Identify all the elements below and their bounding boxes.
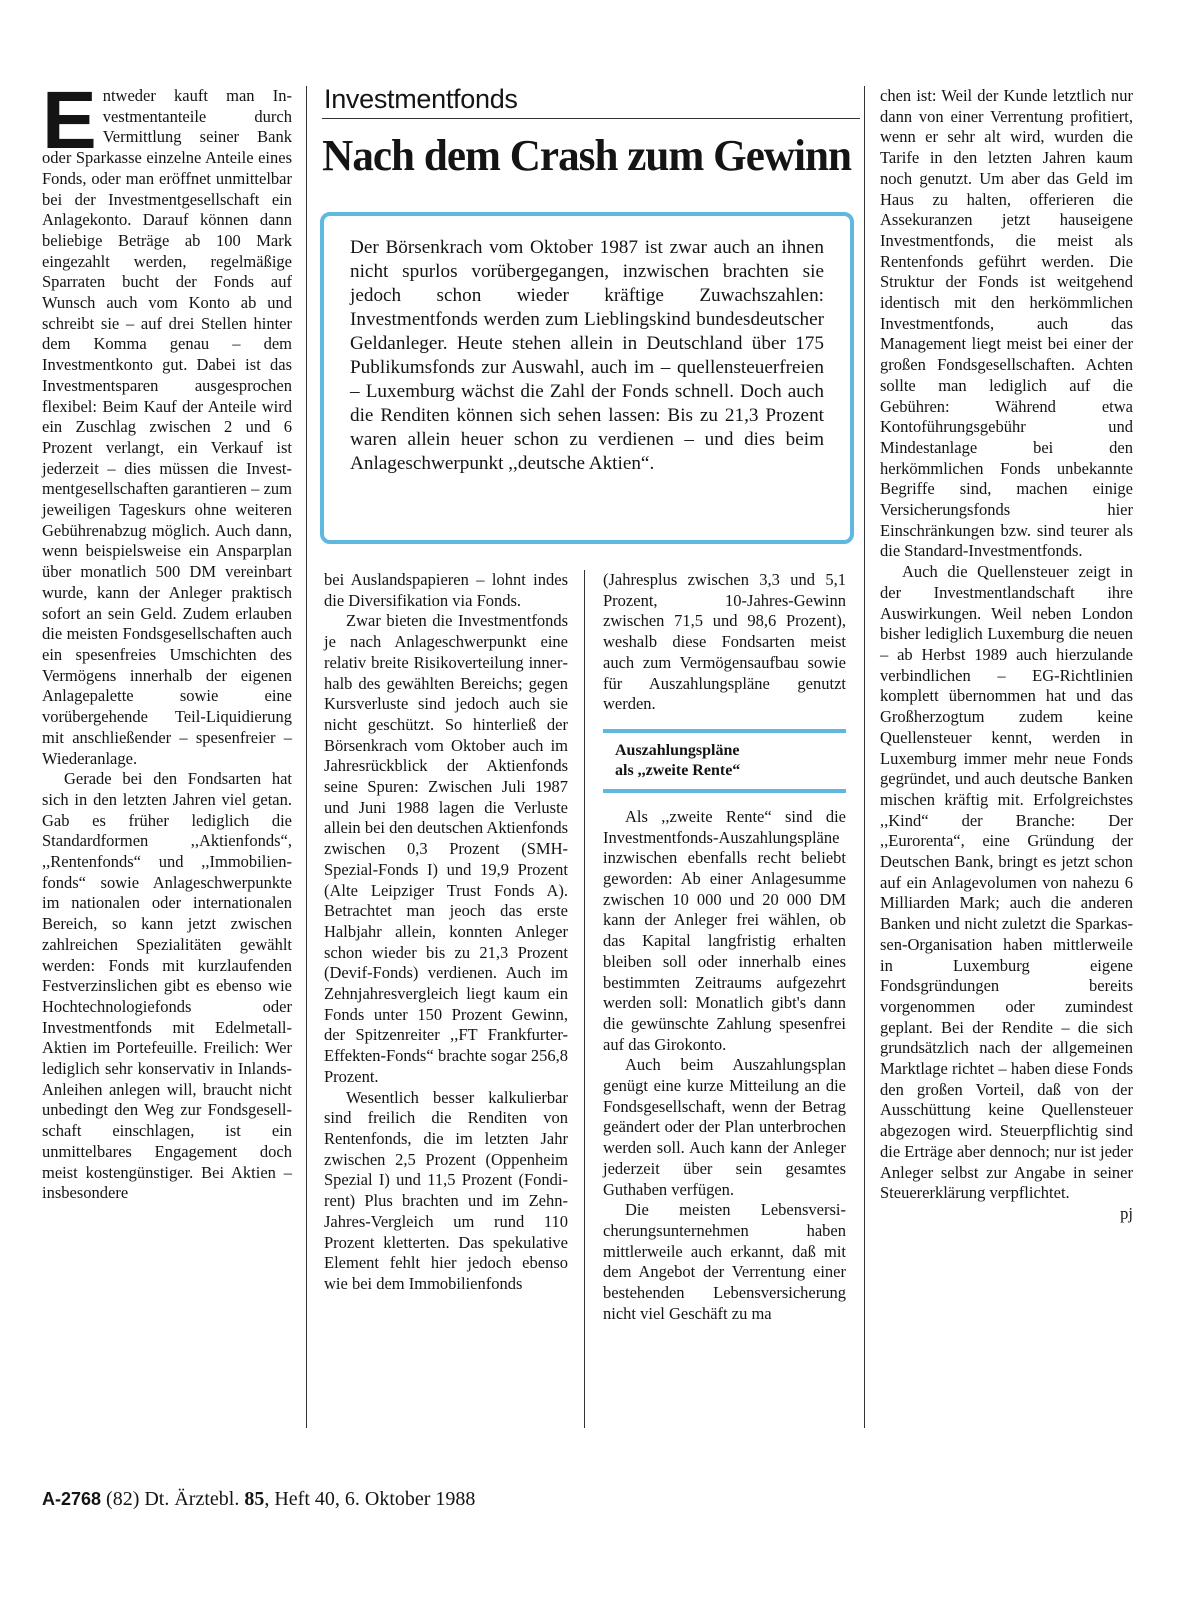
paragraph: Gerade bei den Fondsarten hat sich in den letzten Jahren viel getan. Gab es früher lediglich die Standardformen ,,Aktienfonds“, ,,Rentenfonds“ und ,,Immobilienfonds“ sowie Anlageschwerpunkte im nationalen oder internationalen Bereich, so kann jetzt zwischen zahlreichen Spezialitäten gewählt werden: Fonds mit kurzlaufenden Festverzinslichen gibt es ebenso wie Hochtechnologiefonds oder Investmentfonds mit Edelmetall-Aktien im Portefeuille. Freilich: Wer lediglich sehr konservativ in Inlands-Anleihen anlegen will, braucht nicht unbedingt den Weg zur Fondsgesellschaft einschlagen, ist ein unmittelbares Engagement doch meist kostengünstiger. Bei Aktien – insbesondere xyxy=(42,769,292,1203)
drop-cap: E xyxy=(42,75,97,166)
paragraph: bei Auslandspapieren – lohnt indes die Diversifikation via Fonds. xyxy=(324,570,568,610)
subheading-line: als ,,zweite Rente“ xyxy=(615,761,741,779)
teaser-box xyxy=(320,212,854,544)
kicker-rule xyxy=(322,118,860,119)
paragraph: Wesentlich besser kalkulierbar sind freilich die Renditen von Rentenfonds, die im letzten Jahr zwischen 2,5 Prozent (Oppenheim Spezial I) und 11,5 Prozent (Fondirent) Plus brachten und im Zehn-Jahres-Vergleich um rund 110 Prozent kletterten. Das spekulative Element fehlt hier jedoch ebenso wie bei dem Immobilienfonds xyxy=(324,1087,568,1293)
kicker: Investmentfonds xyxy=(324,84,518,114)
issue-date: , Heft 40, 6. Oktober 1988 xyxy=(264,1488,476,1510)
column-3 xyxy=(603,570,846,1325)
paragraph: chen ist: Weil der Kunde letztlich nur dann von einer Verrentung profitiert, wenn er sehr alt wird, wurden die Tarife in den letzten Jahren kaum noch genutzt. Um aber das Geld im Haus zu halten, offerieren die Assekuranzen jetzt hauseigene Investmentfonds, die meist als Rentenfonds geführt werden. Die Struktur der Fonds ist weitgehend identisch mit den herkömmlichen Investmentfonds, auch das Management liegt meist bei einer der großen Fondsgesellschaften. Achten sollte man lediglich auf die Gebühren: Während etwa Kontoführungsgebühr und Mindestanlage bei den herkömmlichen Fonds unbekannte Begriffe sind, machen einige Versicherungsfonds hier Einschränkungen bzw. sind teurer als die Standard-Investmentfonds. xyxy=(880,86,1133,561)
volume-number: 85 xyxy=(244,1488,265,1510)
paragraph: Die meisten Lebensversicherungsunternehmen haben mittlerweile auch erkannt, daß mit dem Angebot der Verrentung einer bestehenden Lebensversicherung nicht viel Geschäft zu ma xyxy=(603,1200,846,1323)
headline: Nach dem Crash zum Gewinn xyxy=(322,131,852,180)
journal-ref: (82) Dt. Ärztebl. xyxy=(106,1488,240,1510)
paragraph: Als ,,zweite Rente“ sind die Investmentfonds-Auszahlungspläne inzwischen ebenfalls recht beliebt geworden: Ab einer Anlagesumme zwischen 10 000 und 20 000 DM kann der Anleger frei wählen, ob das Kapital langfristig erhalten bleiben soll oder innerhalb eines bestimmten Zeitraums aufgezehrt werden soll: Monatlich gibt's dann die gewünschte Zahlung spesenfrei auf das Girokonto. xyxy=(603,806,846,1054)
paragraph: Auch die Quellensteuer zeigt in der Investmentlandschaft ihre Auswirkungen. Weil neben London bisher lediglich Luxemburg die neuen – ab Herbst 1989 auch hierzulande verbindlichen – EG-Richtlinien komplett übernommen hat und das Großherzogtum zudem keine Quellensteuer kennt, werden in Luxemburg immer mehr neue Fonds gegründet, und auch deutsche Banken mischen kräftig mit. Erfolgreichstes ,,Kind“ der Branche: Der ,,Eurorenta“, eine Gründung der Deutschen Bank, bringt es jetzt schon auf ein Anlagevolumen von nahezu 6 Milliarden Mark; auch die anderen Banken und nicht zuletzt die Sparkassen-Organisation haben mittlerweile in Luxemburg eigene Fondsgründungen bereits vorgenommen oder zumindest geplant. Bei der Rendite – die sich grundsätzlich nach der allgemeinen Marktlage richtet – haben diese Fonds den großen Vorteil, daß von der Ausschüttung keine Quellensteuer abgezogen wird. Steuerpflichtig sind die Erträge aber dennoch; nur ist jeder Anleger selbst zur Angabe in seiner Steuererklärung verpflichtet. xyxy=(880,562,1133,1203)
column-divider xyxy=(584,570,585,1428)
paragraph: Auch beim Auszahlungsplan genügt eine kurze Mitteilung an die Fondsgesellschaft, wenn der Betrag geändert oder der Plan unterbrochen werden soll. Auch kann der Anleger jederzeit über sein gesamtes Guthaben verfügen. xyxy=(603,1055,846,1199)
paragraph: Zwar bieten die Investmentfonds je nach Anlageschwerpunkt eine relativ breite Risikoverteilung innerhalb des gewählten Bereichs; gegen Kursverluste sind jedoch auch sie nicht geschützt. So hinterließ der Börsenkrach vom Oktober auch im Jahresrückblick der Aktienfonds seine Spuren: Zwischen Juli 1987 und Juni 1988 lagen die Verluste allein bei den deutschen Aktienfonds zwischen 0,3 Prozent (SMH-Spezial-Fonds I) und 19,9 Prozent (Alte Leipziger Trust Fonds A). Betrachtet man jeoch das erste Halbjahr allein, konnten Anleger schon wieder bis zu 21,3 Prozent (Devif-Fonds) verdienen. Auch im Zehnjahresvergleich liegt kaum ein Fonds unter 150 Prozent Gewinn, der Spitzenreiter ,,FT Frankfurter-Effekten-Fonds“ brachte sogar 256,8 Prozent. xyxy=(324,611,568,1086)
author-signature: pj xyxy=(1120,1203,1133,1223)
column-2 xyxy=(324,570,568,1295)
teaser-text: Der Börsenkrach vom Oktober 1987 ist zwar auch an ihnen nicht spurlos vorübergegangen, inzwischen brachten sie jedoch schon wieder kräftige Zuwachszahlen: Investmentfonds werden zum Lieblingskind bundesdeutscher Geldanleger. Heute stehen allein in Deutschland über 175 Publikumsfonds zur Auswahl, auch im – quellensteuerfreien – Luxemburg wächst die Zahl der Fonds schnell. Doch auch die Renditen können sich sehen lassen: Bis zu 21,3 Prozent waren allein heuer schon zu verdienen – und dies beim Anlageschwerpunkt ,,deutsche Aktien“. xyxy=(350,237,824,474)
paragraph: (Jahresplus zwischen 3,3 und 5,1 Prozent, 10-Jahres-Gewinn zwischen 71,5 und 98,6 Prozent), weshalb diese Fondsarten meist auch zum Vermögensaufbau sowie für Auszahlungspläne genutzt werden. xyxy=(603,570,846,714)
column-divider xyxy=(306,86,307,1428)
box-rule-bottom xyxy=(603,789,846,793)
subheading-line: Auszahlungspläne xyxy=(615,741,740,759)
paragraph-text: ntweder kauft man Investmentanteile durch Vermittlung seiner Bank oder Sparkasse einzelne Anteile eines Fonds, oder man eröffnet unmittelbar bei der Investmentgesellschaft ein Anlagekonto. Darauf können dann beliebige Beträge ab 100 Mark eingezahlt werden, regelmäßige Sparraten bucht der Fonds auf Wunsch auch vom Konto ab und schreibt sie – auf drei Stellen hinter dem Komma genau – dem Investmentkonto gut. Dabei ist das Investmentsparen ausgesprochen flexibel: Beim Kauf der Anteile wird ein Zuschlag zwischen 2 und 6 Prozent verlangt, ein Verkauf ist jederzeit – dies müssen die Investmentgesellschaften garantieren – zum jeweiligen Tageskurs ohne weiteren Gebührenabzug möglich. Auch dann, wenn beispielsweise ein Ansparplan über monatlich 500 DM vereinbart wurde, kann der Anleger praktisch sofort an sein Geld. Zudem erlauben die meisten Fondsgesellschaften auch ein spesenfreies Umschichten des Vermögens innerhalb der eigenen Anlagepalette sowie eine vorübergehende Teil-Liquidierung mit anschließender – spesenfreier – Wiederanlage. xyxy=(42,86,292,768)
page-footer xyxy=(42,1487,475,1511)
column-divider xyxy=(864,86,865,1428)
paragraph xyxy=(42,75,292,769)
column-1 xyxy=(42,75,292,1204)
column-4 xyxy=(880,86,1133,1225)
page-code: A-2768 xyxy=(42,1489,102,1509)
subheading-box xyxy=(603,729,846,793)
subheading xyxy=(603,733,846,789)
